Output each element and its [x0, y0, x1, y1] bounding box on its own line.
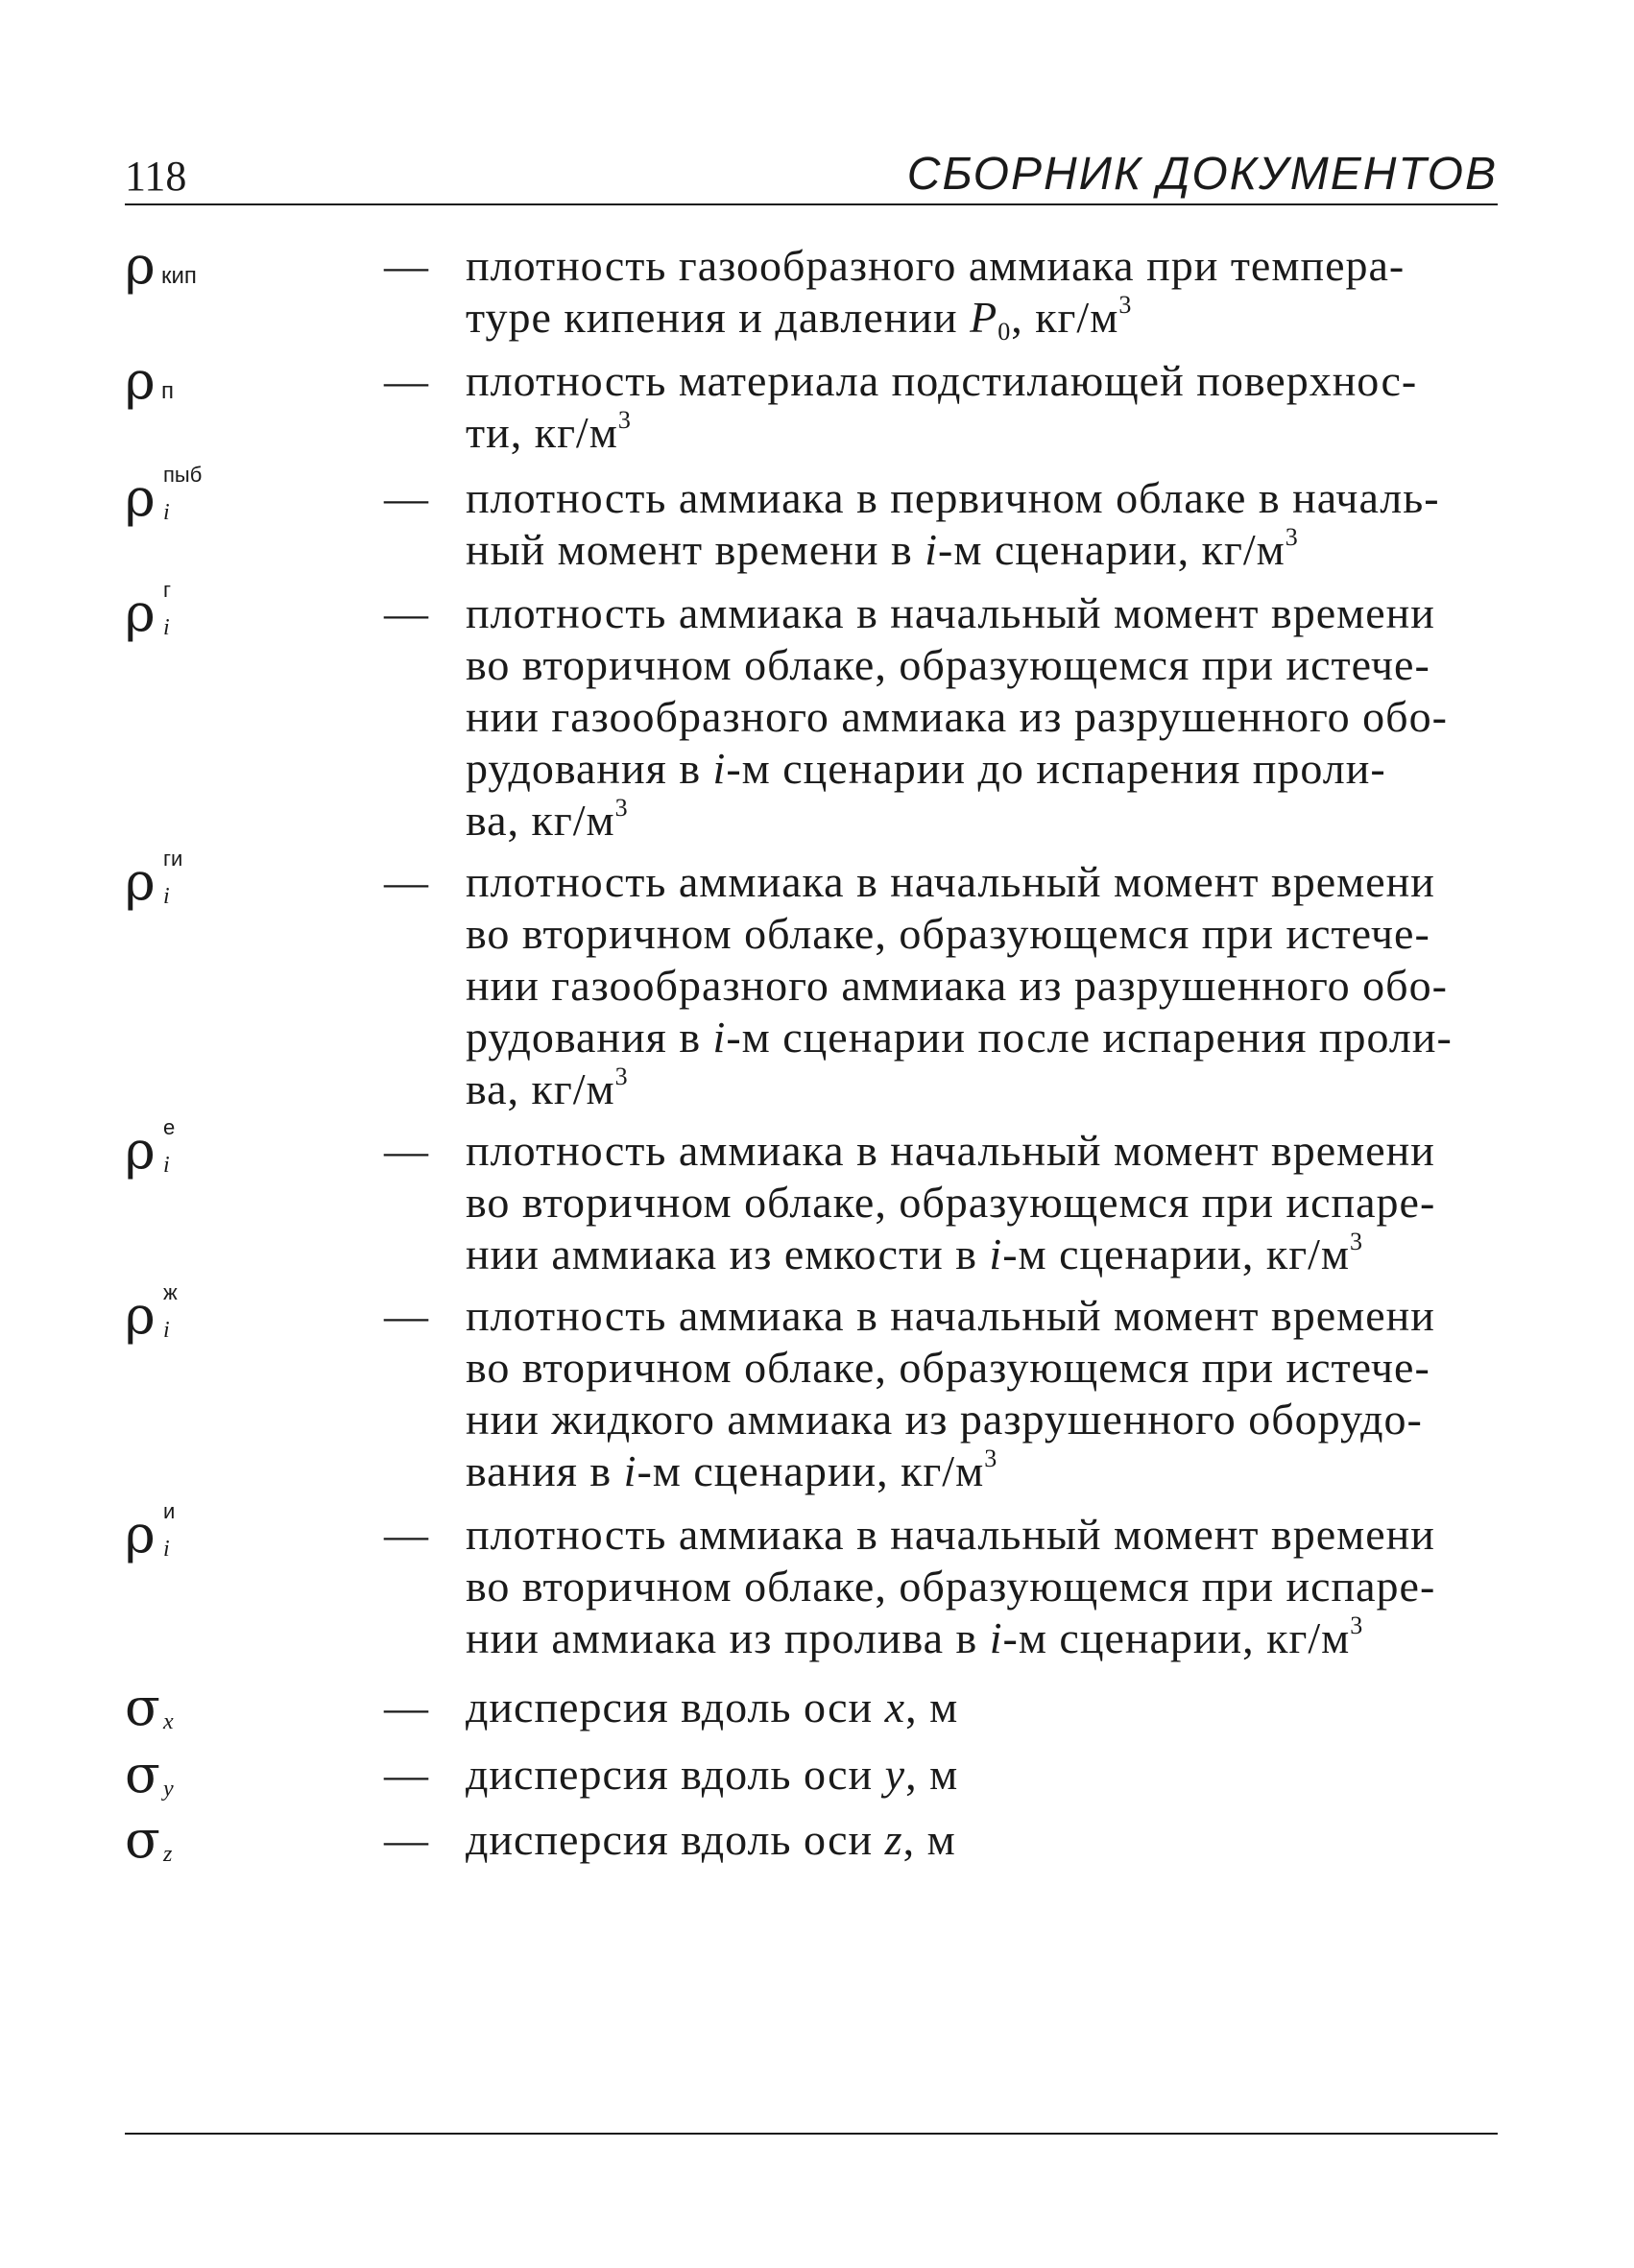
- symbol-subscript: п: [161, 378, 174, 404]
- symbol-superscript: г: [163, 578, 172, 602]
- symbol-subscript: y: [163, 1777, 174, 1802]
- symbol: ρ и i: [125, 1499, 176, 1564]
- dash: —: [384, 1510, 428, 1559]
- definition-text: дисперсия вдоль оси y, м: [466, 1750, 959, 1799]
- dash: —: [384, 1750, 428, 1799]
- dash: —: [384, 588, 428, 637]
- running-title: СБОРНИК ДОКУМЕНТОВ: [906, 149, 1498, 200]
- symbol-superscript: ж: [163, 1280, 178, 1304]
- definition-text: плотность аммиака в начальный момент времени во вторичном облаке, образующемся при истече- нии газообразного аммиака из разрушенного обо- рудования в i-м сценарии до испарения проли- ва, $кг/м^3$: [466, 588, 1448, 845]
- definition-text: плотность аммиака в начальный момент времени во вторичном облаке, образующемся при истече- нии газообразного аммиака из разрушенного обо- рудования в i-м сценарии после испарения проли- ва, $кг/м^3$: [466, 857, 1453, 1113]
- symbol-superscript: и: [163, 1499, 176, 1523]
- symbol-subscript: i: [163, 615, 170, 640]
- dash: —: [384, 473, 428, 522]
- symbol-subscript: i: [163, 500, 170, 525]
- footer-rule: [125, 2133, 1498, 2135]
- symbol-superscript: е: [163, 1115, 176, 1139]
- dash: —: [384, 1683, 428, 1731]
- symbol: σ y: [125, 1744, 174, 1804]
- dash: —: [384, 1815, 428, 1864]
- symbol: ρ пыб i: [125, 463, 203, 528]
- symbol-subscript: x: [163, 1709, 174, 1734]
- dash: —: [384, 241, 428, 290]
- definition-text: дисперсия вдоль оси z, м: [466, 1815, 956, 1864]
- symbol: ρ ж i: [125, 1280, 178, 1346]
- dash: —: [384, 1126, 428, 1175]
- symbol: ρ г i: [125, 578, 172, 643]
- page-header: [125, 144, 1498, 205]
- symbol-subscript: i: [163, 1318, 170, 1343]
- definition-text: плотность аммиака в начальный момент времени во вторичном облаке, образующемся при истече- нии жидкого аммиака из разрушенного оборудо- вания в i-м сценарии, $кг/м^3$: [466, 1291, 1435, 1495]
- symbol-subscript: i: [163, 1537, 170, 1562]
- symbol-subscript: i: [163, 1153, 170, 1178]
- dash: —: [384, 356, 428, 405]
- definition-text: плотность аммиака в начальный момент времени во вторичном облаке, образующемся при испаре- нии аммиака из емкости в i-м сценарии, $кг/м^3$: [466, 1126, 1436, 1278]
- definition-text: плотность газообразного аммиака при темпера- туре кипения и давлении $P_0$, $кг/м^3$: [466, 241, 1406, 346]
- symbol-superscript: пыб: [163, 463, 203, 487]
- symbol: σ x: [125, 1677, 174, 1737]
- symbol-superscript: ги: [163, 847, 183, 871]
- definition-text: плотность материала подстилающей поверхнос- ти, $кг/м^3$: [466, 356, 1418, 457]
- symbol: ρ ги i: [125, 847, 183, 912]
- definition-text: дисперсия вдоль оси x, м: [466, 1683, 959, 1731]
- dash: —: [384, 1291, 428, 1340]
- symbol-subscript: i: [163, 884, 170, 909]
- symbol: ρ е i: [125, 1115, 176, 1181]
- definition-text: плотность аммиака в начальный момент времени во вторичном облаке, образующемся при испаре- нии аммиака из пролива в i-м сценарии, $кг/м^3$: [466, 1510, 1436, 1662]
- dash: —: [384, 857, 428, 906]
- definition-text: плотность аммиака в первичном облаке в началь- ный момент времени в i-м сценарии, $кг/м^3$: [466, 473, 1440, 574]
- symbol-subscript: кип: [161, 263, 197, 289]
- symbol: ρ п: [125, 350, 174, 411]
- symbol: σ z: [125, 1809, 173, 1870]
- symbol-subscript: z: [163, 1842, 173, 1867]
- page-number: 118: [125, 153, 187, 200]
- symbol: ρ кип: [125, 235, 197, 296]
